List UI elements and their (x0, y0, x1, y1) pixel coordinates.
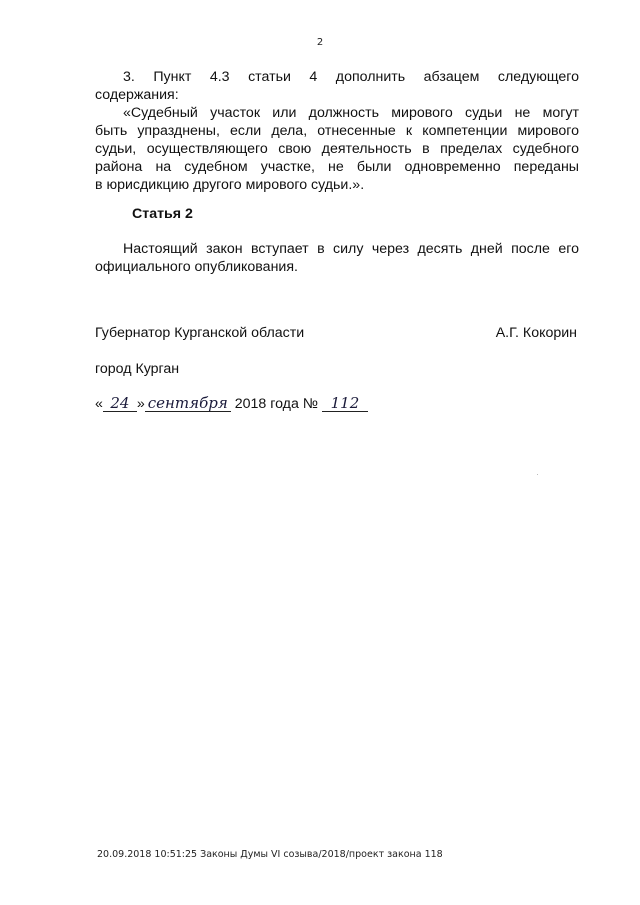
signatory-position: Губернатор Курганской области (95, 325, 305, 341)
item-3-paragraph (95, 68, 579, 104)
article-2-heading: Статья 2 (132, 206, 193, 222)
date-day: 24 (103, 395, 137, 412)
date-year-text: 2018 года № (230, 396, 322, 412)
signatory-name: А.Г. Кокорин (495, 325, 577, 341)
quote-line-1: «Судебный участок или должность мирового судьи не могут (123, 105, 579, 121)
scan-speck (537, 474, 538, 475)
date-month: сентября (145, 395, 231, 412)
document-footer: 20.09.2018 10:51:25 Законы Думы VI созыва/2018/проект закона 118 (97, 849, 443, 860)
quote-line-3: судьи, осуществляющего свою деятельность в пределах судебного (95, 141, 579, 157)
item-3-line-2: содержания: (95, 87, 179, 103)
page-number: 2 (316, 37, 324, 48)
article-2-line-1: Настоящий закон вступает в силу через десять дней после его (123, 241, 579, 257)
law-number: 112 (322, 395, 368, 412)
quote-line-5: в юрисдикцию другого мирового судьи.». (95, 177, 365, 193)
item-3-line-1: 3. Пункт 4.3 статьи 4 дополнить абзацем следующего (123, 69, 579, 85)
date-close-quote: » (136, 396, 145, 412)
quote-line-4: района на судебном участке, не были одновременно переданы (95, 159, 579, 175)
city: город Курган (95, 361, 180, 377)
quote-line-2: быть упразднены, если дела, отнесенные к компетенции мирового (95, 123, 579, 139)
quoted-amendment (95, 104, 579, 194)
date-open-quote: « (95, 396, 103, 412)
article-2-line-2: официального опубликования. (95, 259, 298, 275)
date-line (95, 395, 368, 412)
article-2-paragraph (95, 240, 579, 276)
